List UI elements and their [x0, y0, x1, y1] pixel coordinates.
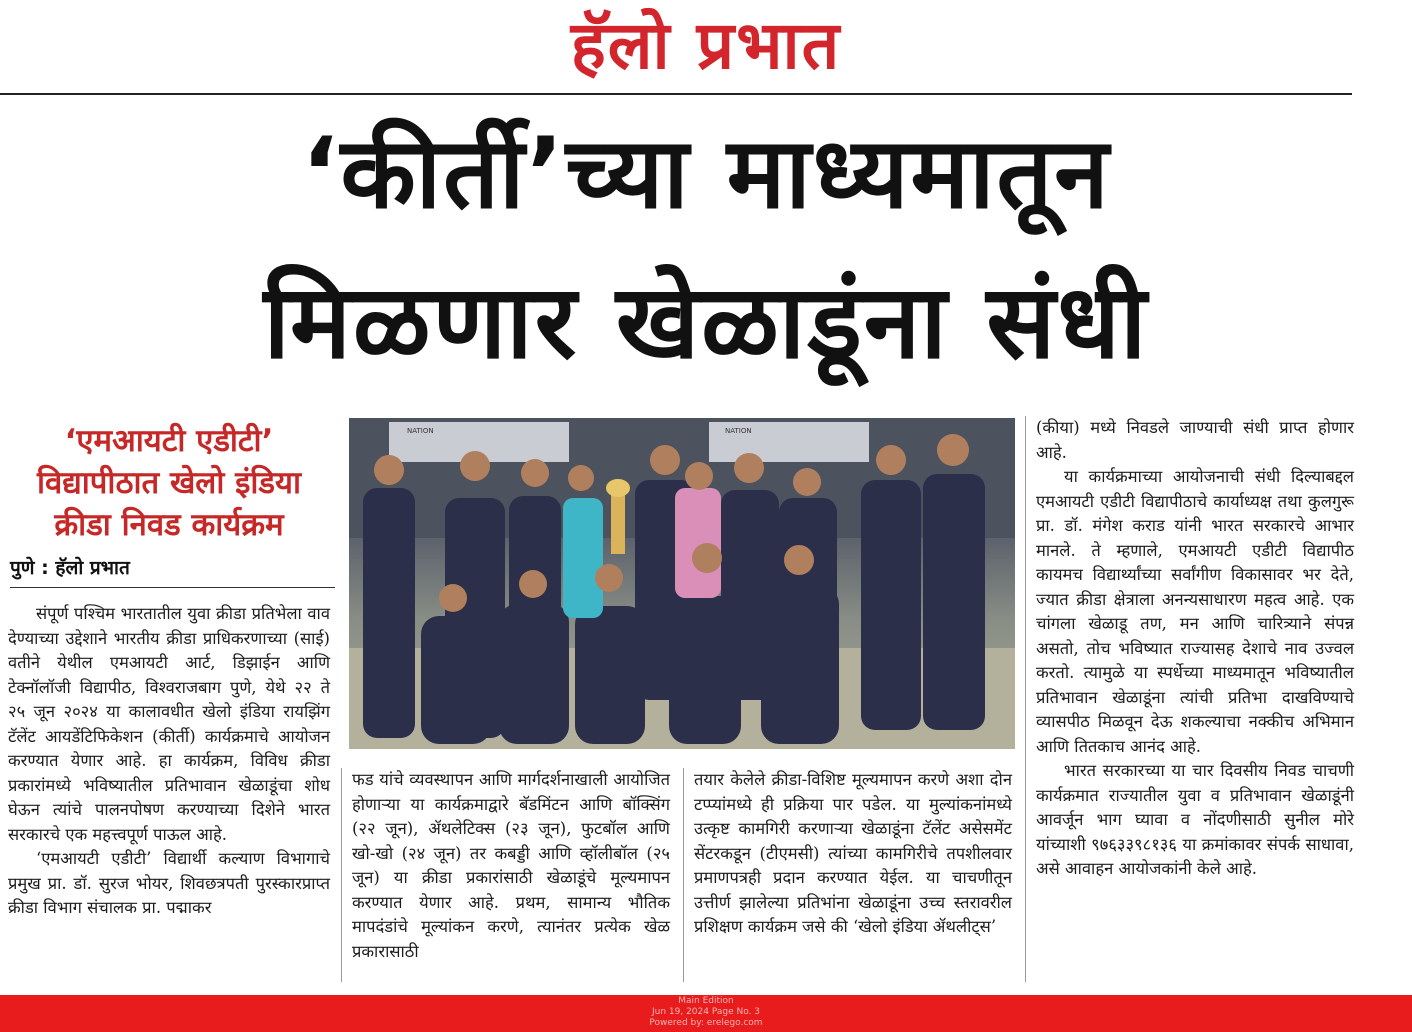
article-column-3 [694, 768, 1012, 940]
footer-edition: Main Edition [678, 996, 734, 1006]
article-column-1 [8, 602, 330, 921]
article-paragraph: तयार केलेले क्रीडा-विशिष्ट मूल्यमापन करणे अशा दोन टप्प्यांमध्ये ही प्रक्रिया पार पडेल. या मुल्यांकनांमध्ये उत्कृष्ट कामगिरी करणाऱ्या खेळाडूंना टॅलेंट असेसमेंट सेंटरकडून (टीएमसी) त्यांच्या कामगिरीचे तपशीलवार प्रमाणपत्रही प्रदान करण्यात येईल. या चाचणीतून उत्तीर्ण झालेल्या प्रतिभांना खेळाडूंना उच्च स्तरावरील प्रशिक्षण कार्यक्रम जसे की ‘खेलो इंडिया ॲथलीट्स’ [694, 770, 1012, 936]
footer-date-page: Jun 19, 2024 Page No. 3 [651, 1007, 761, 1017]
masthead-rule [0, 93, 1352, 95]
article-paragraph: संपूर्ण पश्चिम भारतातील युवा क्रीडा प्रतिभेला वाव देण्याच्या उद्देशाने भारतीय क्रीडा प्राधिकरणाच्या (साई) वतीने येथील एमआयटी आर्ट, डिझाईन आणि टेक्नॉलॉजी विद्यापीठ, विश्वराजबाग पुणे, येथे २२ ते २५ जून २०२४ या कालावधीत खेलो इंडिया रायझिंग टॅलेंट आयडेंटिफिकेशन (कीर्ती) कार्यक्रमाचे आयोजन करण्यात येणार आहे. हा कार्यक्रम, विविध क्रीडा प्रकारांमध्ये भविष्यातील प्रतिभावान खेळाडूंचा शोध घेऊन त्यांचे पालनपोषण करण्याच्या दिशेने भारत सरकारचे एक महत्त्वपूर्ण पाऊल आहे. [8, 604, 330, 844]
banner-text-left: NATION [407, 427, 434, 435]
article-paragraph: ‘एमआयटी एडीटी’ विद्यार्थी कल्याण विभागाचे प्रमुख प्रा. डॉ. सुरज भोयर, शिवछत्रपती पुरस्कारप्राप्त क्रीडा विभाग संचालक प्रा. पद्माकर [8, 849, 330, 917]
subheading-line-3: क्रीडा निवड कार्यक्रम [54, 507, 284, 543]
article-paragraph: भारत सरकारच्या या चार दिवसीय निवड चाचणी कार्यक्रमात राज्यातील युवा व प्रतिभावान खेळाडूंनी आवर्जून भाग घ्यावा व नोंदणीसाठी सुनील मोरे यांच्याशी ९७६३३९८१३६ या क्रमांकावर संपर्क साधावा, असे आवाहन आयोजकांनी केले आहे. [1036, 761, 1354, 878]
article-column-4 [1036, 416, 1354, 882]
article-paragraph: फड यांचे व्यवस्थापन आणि मार्गदर्शनाखाली आयोजित होणाऱ्या या कार्यक्रमाद्वारे बॅडमिंटन आणि बॉक्सिंग (२२ जून), ॲथलेटिक्स (२३ जून), फुटबॉल आणि खो-खो (२४ जून) तर कबड्डी आणि व्हॉलीबॉल (२५ जून) या क्रीडा प्रकारांसाठी खेळाडूंचे मूल्यमापन करण्यात येणार आहे. प्रथम, सामान्य भौतिक मापदंडांचे मूल्यांकन करणे, त्यानंतर प्रत्येक खेळ प्रकारासाठी [352, 770, 670, 961]
headline-line-1: ‘कीर्ती’च्या माध्यमातून [301, 117, 1111, 231]
photo-illustration [349, 418, 1015, 749]
masthead-title: हॅलो प्रभात [570, 7, 842, 84]
article-paragraph: (कीया) मध्ये निवडले जाण्याची संधी प्राप्त होणार आहे. [1036, 418, 1354, 462]
news-photo [349, 418, 1015, 749]
subheading [0, 420, 338, 546]
banner-text-right: NATION [725, 427, 752, 435]
footer-powered-by: Powered by: erelego.com [649, 1018, 763, 1028]
headline-line-2: मिळणार खेळाडूंना संधी [263, 263, 1149, 382]
article-paragraph: या कार्यक्रमाच्या आयोजनाची संधी दिल्याबद्दल एमआयटी एडीटी विद्यापीठाचे कार्याध्यक्ष तथा कुलगुरू प्रा. डॉ. मंगेश कराड यांनी भारत सरकारचे आभार मानले. ते म्हणाले, एमआयटी एडीटी विद्यापीठ कायमच विद्यार्थ्यांच्या सर्वांगीण विकासावर भर देते, ज्यात क्रीडा क्षेत्राला अनन्यसाधारण महत्व आहे. एक चांगला खेळाडू तण, मन आणि चारित्र्याने संपन्न असतो, तोच भविष्यात राज्यासह देशाचे नाव उज्वल करतो. त्यामुळे या स्पर्धेच्या माध्यमातून भविष्यातील प्रतिभावान खेळाडूंना त्यांची प्रतिभा दाखविण्याचे व्यासपीठ मिळवून देऊ शकल्याचा नक्कीच अभिमान आणि तितकाच आनंद आहे. [1036, 467, 1354, 756]
column-divider [1025, 416, 1026, 982]
article-column-2 [352, 768, 670, 964]
subheading-line-2: विद्यापीठात खेलो इंडिया [36, 465, 301, 501]
column-divider [683, 768, 684, 982]
subheading-line-1: ‘एमआयटी एडीटी’ [64, 423, 274, 459]
column-divider [341, 768, 342, 982]
byline: पुणे : हॅलो प्रभात [10, 553, 335, 588]
footer-bar [0, 995, 1412, 1032]
